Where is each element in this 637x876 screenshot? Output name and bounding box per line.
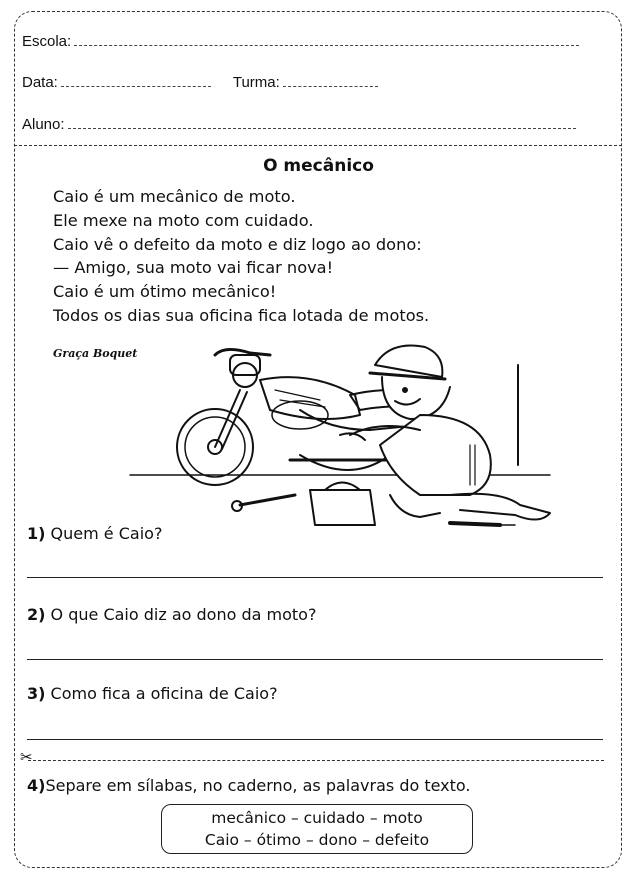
- word-box: [161, 804, 473, 854]
- mechanic-illustration: [120, 335, 560, 535]
- question-4: [27, 776, 471, 795]
- question-number: 1): [27, 524, 46, 543]
- story-line: Ele mexe na moto com cuidado.: [53, 210, 314, 230]
- answer-line-1[interactable]: [27, 577, 603, 578]
- screwdriver: [450, 523, 500, 525]
- student-blank[interactable]: [68, 116, 576, 129]
- question-2: [27, 605, 316, 624]
- question-text: Quem é Caio?: [50, 524, 163, 543]
- question-text: O que Caio diz ao dono da moto?: [50, 605, 317, 624]
- story-title: O mecânico: [263, 156, 374, 176]
- story-line: Caio é um ótimo mecânico!: [53, 282, 277, 302]
- story-line: — Amigo, sua moto vai ficar nova!: [53, 258, 334, 278]
- cut-line: [28, 760, 604, 761]
- student-label: Aluno:: [22, 116, 65, 133]
- word-box-line: Caio – ótimo – dono – defeito: [204, 831, 430, 849]
- story-line: Todos os dias sua oficina fica lotada de motos.: [53, 305, 430, 325]
- answer-line-3[interactable]: [27, 739, 603, 740]
- date-blank[interactable]: [61, 74, 211, 87]
- date-label: Data:: [22, 74, 58, 91]
- question-number: 3): [27, 684, 46, 703]
- story-line: Caio vê o defeito da moto e diz logo ao dono:: [53, 234, 422, 254]
- student-field[interactable]: [22, 116, 576, 133]
- header-divider: [14, 145, 622, 146]
- question-1: [27, 524, 162, 543]
- question-text: Separe em sílabas, no caderno, as palavras do texto.: [45, 776, 471, 795]
- question-3: [27, 684, 278, 703]
- story-author: Graça Boquet: [53, 347, 138, 360]
- story-line: Caio é um mecânico de moto.: [53, 187, 296, 206]
- class-blank[interactable]: [283, 74, 378, 87]
- school-blank[interactable]: [74, 33, 579, 46]
- word-box-line: mecânico – cuidado – moto: [211, 809, 423, 827]
- school-label: Escola:: [22, 33, 72, 50]
- question-text: Como fica a oficina de Caio?: [50, 684, 278, 703]
- mechanic-cap: [375, 345, 442, 377]
- question-number: 4): [27, 776, 46, 795]
- school-field[interactable]: [22, 33, 579, 50]
- story-text: [53, 185, 429, 328]
- class-label: Turma:: [232, 74, 280, 91]
- question-number: 2): [27, 605, 46, 624]
- date-field[interactable]: [22, 74, 378, 91]
- scissors-icon: ✂: [20, 749, 33, 766]
- answer-line-2[interactable]: [27, 659, 603, 660]
- toolbox: [310, 490, 375, 525]
- wrench: [240, 495, 295, 505]
